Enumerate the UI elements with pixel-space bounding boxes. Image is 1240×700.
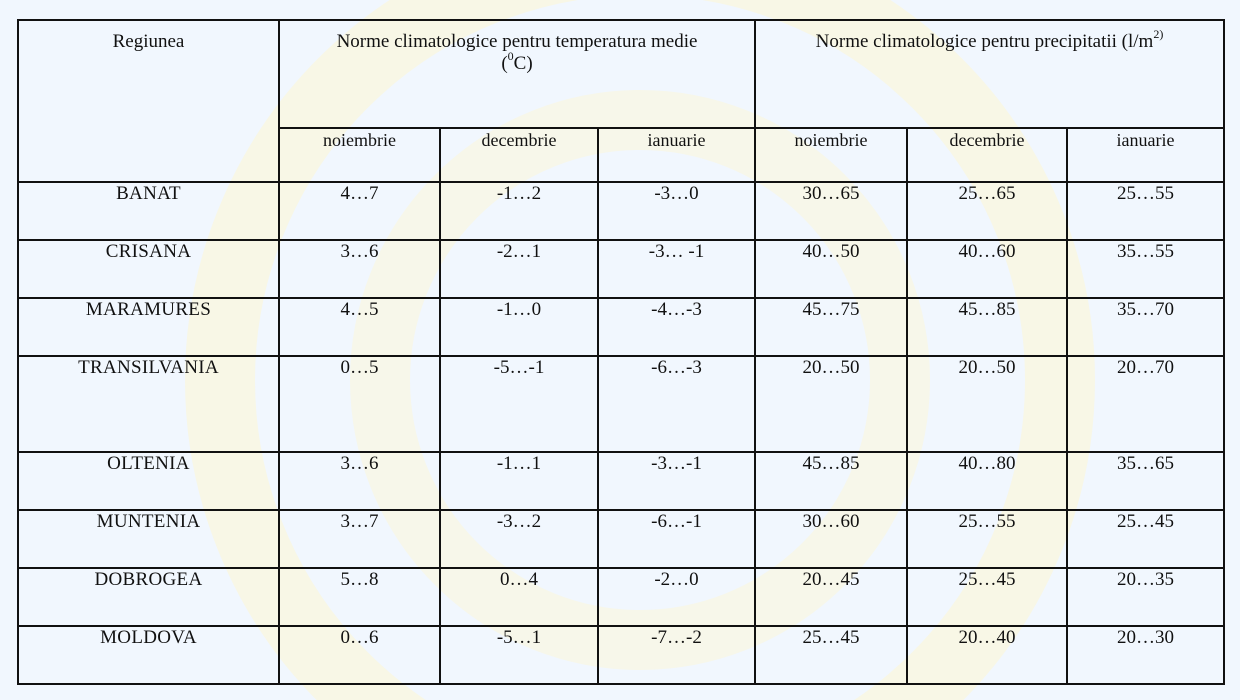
climate-norms-table xyxy=(17,19,1225,685)
table-row xyxy=(18,626,1224,684)
region-cell: BANAT xyxy=(18,182,279,240)
region-cell: DOBROGEA xyxy=(18,568,279,626)
precip-cell: 40…50 xyxy=(755,240,907,298)
temp-cell: -2…1 xyxy=(440,240,598,298)
temp-cell: 3…6 xyxy=(279,240,440,298)
region-header: Regiunea xyxy=(18,20,279,182)
table-row xyxy=(18,298,1224,356)
temp-cell: -3…0 xyxy=(598,182,755,240)
precipitation-group-header: Norme climatologice pentru precipitatii ($l/m^{2)}$ xyxy=(755,20,1224,128)
temp-cell: -1…1 xyxy=(440,452,598,510)
precip-cell: 20…35 xyxy=(1067,568,1224,626)
temp-month-header: ianuarie xyxy=(598,128,755,182)
precip-cell: 30…65 xyxy=(755,182,907,240)
temp-cell: 0…4 xyxy=(440,568,598,626)
precip-cell: 35…55 xyxy=(1067,240,1224,298)
region-cell: OLTENIA xyxy=(18,452,279,510)
table-row xyxy=(18,240,1224,298)
temp-cell: -6…-1 xyxy=(598,510,755,568)
precip-cell: 25…45 xyxy=(907,568,1067,626)
temp-cell: -3… -1 xyxy=(598,240,755,298)
precip-cell: 20…50 xyxy=(755,356,907,452)
temp-cell: -5…1 xyxy=(440,626,598,684)
table-row xyxy=(18,568,1224,626)
header-row xyxy=(18,20,1224,128)
precip-cell: 20…70 xyxy=(1067,356,1224,452)
temp-cell: -2…0 xyxy=(598,568,755,626)
table-row xyxy=(18,510,1224,568)
table-row xyxy=(18,452,1224,510)
temperature-group-header: Norme climatologice pentru temperatura medie ($^0$C) xyxy=(279,20,755,128)
precip-cell: 25…55 xyxy=(1067,182,1224,240)
region-cell: TRANSILVANIA xyxy=(18,356,279,452)
temp-month-header: decembrie xyxy=(440,128,598,182)
region-cell: MOLDOVA xyxy=(18,626,279,684)
precip-cell: 45…85 xyxy=(907,298,1067,356)
precip-cell: 45…75 xyxy=(755,298,907,356)
region-cell: CRISANA xyxy=(18,240,279,298)
precip-cell: 20…30 xyxy=(1067,626,1224,684)
temp-cell: 5…8 xyxy=(279,568,440,626)
temp-cell: 3…6 xyxy=(279,452,440,510)
temp-cell: 0…5 xyxy=(279,356,440,452)
precip-month-header: ianuarie xyxy=(1067,128,1224,182)
temp-cell: -3…-1 xyxy=(598,452,755,510)
temp-cell: -7…-2 xyxy=(598,626,755,684)
temp-cell: -6…-3 xyxy=(598,356,755,452)
precip-cell: 25…45 xyxy=(1067,510,1224,568)
precip-cell: 25…55 xyxy=(907,510,1067,568)
temp-cell: 3…7 xyxy=(279,510,440,568)
temp-cell: 0…6 xyxy=(279,626,440,684)
table-row xyxy=(18,182,1224,240)
precip-cell: 45…85 xyxy=(755,452,907,510)
table-row xyxy=(18,356,1224,452)
region-cell: MUNTENIA xyxy=(18,510,279,568)
precip-cell: 20…40 xyxy=(907,626,1067,684)
precip-cell: 30…60 xyxy=(755,510,907,568)
temp-cell: -4…-3 xyxy=(598,298,755,356)
temp-month-header: noiembrie xyxy=(279,128,440,182)
temp-cell: -3…2 xyxy=(440,510,598,568)
precip-cell: 40…60 xyxy=(907,240,1067,298)
temp-cell: 4…7 xyxy=(279,182,440,240)
precip-month-header: decembrie xyxy=(907,128,1067,182)
precip-cell: 35…65 xyxy=(1067,452,1224,510)
precip-month-header: noiembrie xyxy=(755,128,907,182)
temp-cell: -1…0 xyxy=(440,298,598,356)
precip-cell: 35…70 xyxy=(1067,298,1224,356)
precip-cell: 40…80 xyxy=(907,452,1067,510)
temp-cell: -5…-1 xyxy=(440,356,598,452)
temp-cell: 4…5 xyxy=(279,298,440,356)
precip-cell: 20…50 xyxy=(907,356,1067,452)
region-cell: MARAMURES xyxy=(18,298,279,356)
temp-cell: -1…2 xyxy=(440,182,598,240)
precip-cell: 25…45 xyxy=(755,626,907,684)
precip-cell: 20…45 xyxy=(755,568,907,626)
precip-cell: 25…65 xyxy=(907,182,1067,240)
